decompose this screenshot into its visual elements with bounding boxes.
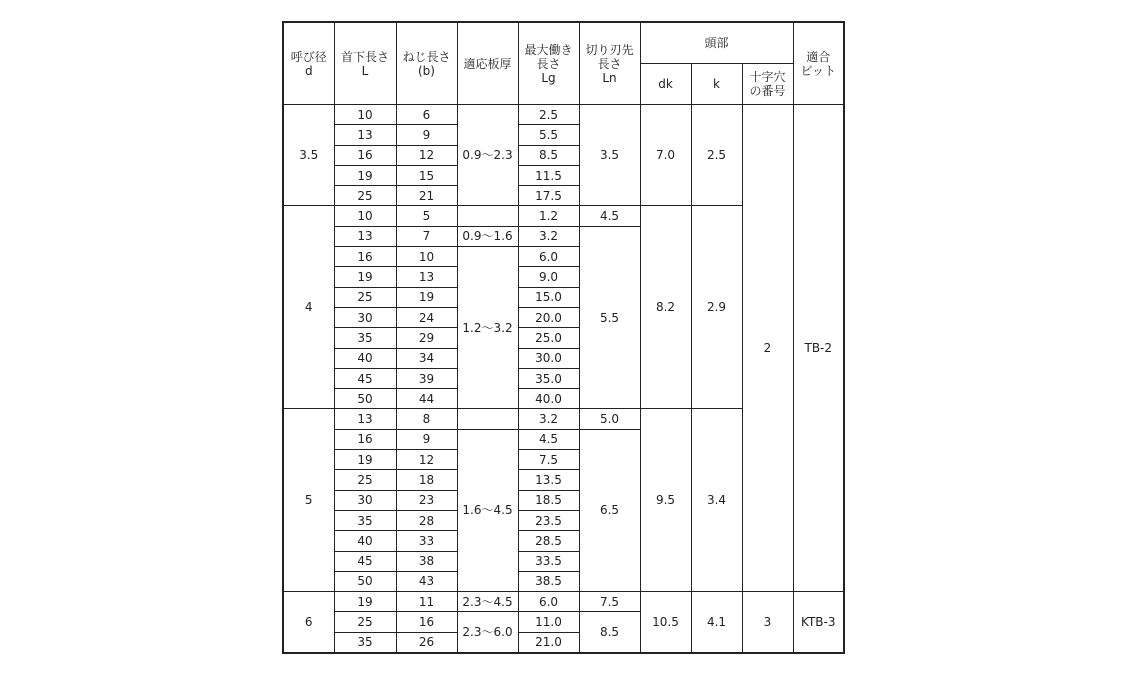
cutting-tip-length-cell: 5.0 <box>579 409 640 429</box>
max-working-length-cell: 21.0 <box>518 632 579 653</box>
length-cell: 25 <box>334 612 396 632</box>
plate-thickness-cell: 2.3～4.5 <box>457 592 518 612</box>
thread-length-cell: 5 <box>396 206 457 226</box>
max-working-length-cell: 2.5 <box>518 105 579 125</box>
max-working-length-cell: 33.5 <box>518 551 579 571</box>
length-cell: 16 <box>334 145 396 165</box>
header-line: ねじ長さ <box>402 49 451 64</box>
plate-thickness-cell: 2.3～6.0 <box>457 612 518 653</box>
header-thread-length <box>396 22 457 105</box>
header-line: Ln <box>602 70 617 85</box>
max-working-length-cell: 8.5 <box>518 145 579 165</box>
plate-thickness-cell <box>457 206 518 226</box>
header-line: d <box>304 63 313 78</box>
header-cross-recess <box>742 64 793 105</box>
thread-length-cell: 8 <box>396 409 457 429</box>
length-cell: 13 <box>334 226 396 246</box>
thread-length-cell: 9 <box>396 429 457 449</box>
nominal-diameter: 4 <box>283 206 334 409</box>
thread-length-cell: 44 <box>396 389 457 409</box>
max-working-length-cell: 35.0 <box>518 368 579 388</box>
max-working-length-cell: 25.0 <box>518 328 579 348</box>
length-cell: 40 <box>334 348 396 368</box>
thread-length-cell: 34 <box>396 348 457 368</box>
length-cell: 10 <box>334 105 396 125</box>
cutting-tip-length-cell: 6.5 <box>579 429 640 591</box>
max-working-length-cell: 1.2 <box>518 206 579 226</box>
thread-length-cell: 24 <box>396 307 457 327</box>
head-diameter-dk: 8.2 <box>640 206 691 409</box>
thread-length-cell: 39 <box>396 368 457 388</box>
length-cell: 50 <box>334 389 396 409</box>
max-working-length-cell: 18.5 <box>518 490 579 510</box>
header-line: 呼び径 <box>290 49 327 64</box>
length-cell: 40 <box>334 531 396 551</box>
cutting-tip-length-cell: 3.5 <box>579 105 640 206</box>
max-working-length-cell: 38.5 <box>518 571 579 591</box>
header-line: (b) <box>418 63 435 78</box>
header-line: L <box>361 63 369 78</box>
max-working-length-cell: 23.5 <box>518 510 579 530</box>
length-cell: 16 <box>334 247 396 267</box>
table-row <box>283 592 844 612</box>
header-line: 最大働き <box>524 42 573 57</box>
head-diameter-dk: 10.5 <box>640 592 691 653</box>
length-cell: 19 <box>334 267 396 287</box>
header-line: 長さ <box>597 56 622 71</box>
max-working-length-cell: 6.0 <box>518 592 579 612</box>
max-working-length-cell: 4.5 <box>518 429 579 449</box>
max-working-length-cell: 13.5 <box>518 470 579 490</box>
head-height-k: 4.1 <box>691 592 742 653</box>
length-cell: 45 <box>334 368 396 388</box>
max-working-length-cell: 30.0 <box>518 348 579 368</box>
length-cell: 13 <box>334 125 396 145</box>
header-line: 長さ <box>536 56 561 71</box>
thread-length-cell: 12 <box>396 145 457 165</box>
header-bit <box>793 22 844 105</box>
thread-length-cell: 15 <box>396 165 457 185</box>
length-cell: 30 <box>334 490 396 510</box>
spec-table <box>282 21 845 654</box>
plate-thickness-cell: 1.2～3.2 <box>457 247 518 409</box>
header-line: ビット <box>800 63 837 78</box>
length-cell: 25 <box>334 470 396 490</box>
length-cell: 10 <box>334 206 396 226</box>
thread-length-cell: 26 <box>396 632 457 653</box>
thread-length-cell: 10 <box>396 247 457 267</box>
head-height-k: 2.9 <box>691 206 742 409</box>
max-working-length-cell: 40.0 <box>518 389 579 409</box>
thread-length-cell: 6 <box>396 105 457 125</box>
header-line: 適合 <box>806 49 831 64</box>
max-working-length-cell: 11.5 <box>518 165 579 185</box>
length-cell: 50 <box>334 571 396 591</box>
cutting-tip-length-cell: 8.5 <box>579 612 640 653</box>
compatible-bit: TB-2 <box>793 105 844 592</box>
header-line: 適応板厚 <box>463 56 512 71</box>
plate-thickness-cell: 1.6～4.5 <box>457 429 518 591</box>
table-body <box>283 105 844 654</box>
length-cell: 25 <box>334 287 396 307</box>
length-cell: 13 <box>334 409 396 429</box>
header-line: 首下長さ <box>340 49 389 64</box>
max-working-length-cell: 7.5 <box>518 450 579 470</box>
length-cell: 25 <box>334 186 396 206</box>
cutting-tip-length-cell: 5.5 <box>579 226 640 409</box>
nominal-diameter: 3.5 <box>283 105 334 206</box>
max-working-length-cell: 5.5 <box>518 125 579 145</box>
length-cell: 19 <box>334 165 396 185</box>
head-diameter-dk: 7.0 <box>640 105 691 206</box>
table-header <box>283 22 844 105</box>
plate-thickness-cell: 0.9～1.6 <box>457 226 518 246</box>
length-cell: 16 <box>334 429 396 449</box>
max-working-length-cell: 28.5 <box>518 531 579 551</box>
header-line: 切り刃先 <box>585 42 634 57</box>
length-cell: 19 <box>334 592 396 612</box>
thread-length-cell: 29 <box>396 328 457 348</box>
max-working-length-cell: 11.0 <box>518 612 579 632</box>
thread-length-cell: 28 <box>396 510 457 530</box>
compatible-bit: KTB-3 <box>793 592 844 653</box>
head-height-k: 3.4 <box>691 409 742 592</box>
length-cell: 19 <box>334 450 396 470</box>
thread-length-cell: 21 <box>396 186 457 206</box>
header-cutting-tip-length <box>579 22 640 105</box>
cross-recess-number: 3 <box>742 592 793 653</box>
header-line: 十字穴 <box>749 70 786 84</box>
length-cell: 30 <box>334 307 396 327</box>
header-length <box>334 22 396 105</box>
max-working-length-cell: 17.5 <box>518 186 579 206</box>
max-working-length-cell: 3.2 <box>518 226 579 246</box>
length-cell: 35 <box>334 632 396 653</box>
head-diameter-dk: 9.5 <box>640 409 691 592</box>
thread-length-cell: 11 <box>396 592 457 612</box>
thread-length-cell: 16 <box>396 612 457 632</box>
thread-length-cell: 9 <box>396 125 457 145</box>
max-working-length-cell: 6.0 <box>518 247 579 267</box>
thread-length-cell: 12 <box>396 450 457 470</box>
plate-thickness-cell <box>457 409 518 429</box>
length-cell: 35 <box>334 328 396 348</box>
header-d <box>283 22 334 105</box>
nominal-diameter: 6 <box>283 592 334 653</box>
header-plate-thickness <box>457 22 518 105</box>
thread-length-cell: 13 <box>396 267 457 287</box>
cross-recess-number: 2 <box>742 105 793 592</box>
table-row <box>283 105 844 125</box>
cutting-tip-length-cell: 4.5 <box>579 206 640 226</box>
head-height-k: 2.5 <box>691 105 742 206</box>
header-max-working-length <box>518 22 579 105</box>
header-line: Lg <box>541 70 556 85</box>
length-cell: 45 <box>334 551 396 571</box>
thread-length-cell: 38 <box>396 551 457 571</box>
max-working-length-cell: 20.0 <box>518 307 579 327</box>
max-working-length-cell: 3.2 <box>518 409 579 429</box>
thread-length-cell: 33 <box>396 531 457 551</box>
thread-length-cell: 23 <box>396 490 457 510</box>
thread-length-cell: 19 <box>396 287 457 307</box>
header-line: の番号 <box>749 84 786 98</box>
header-k: k <box>691 64 742 105</box>
thread-length-cell: 7 <box>396 226 457 246</box>
cutting-tip-length-cell: 7.5 <box>579 592 640 612</box>
thread-length-cell: 18 <box>396 470 457 490</box>
nominal-diameter: 5 <box>283 409 334 592</box>
max-working-length-cell: 15.0 <box>518 287 579 307</box>
length-cell: 35 <box>334 510 396 530</box>
max-working-length-cell: 9.0 <box>518 267 579 287</box>
header-dk: dk <box>640 64 691 105</box>
thread-length-cell: 43 <box>396 571 457 591</box>
plate-thickness-cell: 0.9～2.3 <box>457 105 518 206</box>
header-head: 頭部 <box>640 22 793 64</box>
